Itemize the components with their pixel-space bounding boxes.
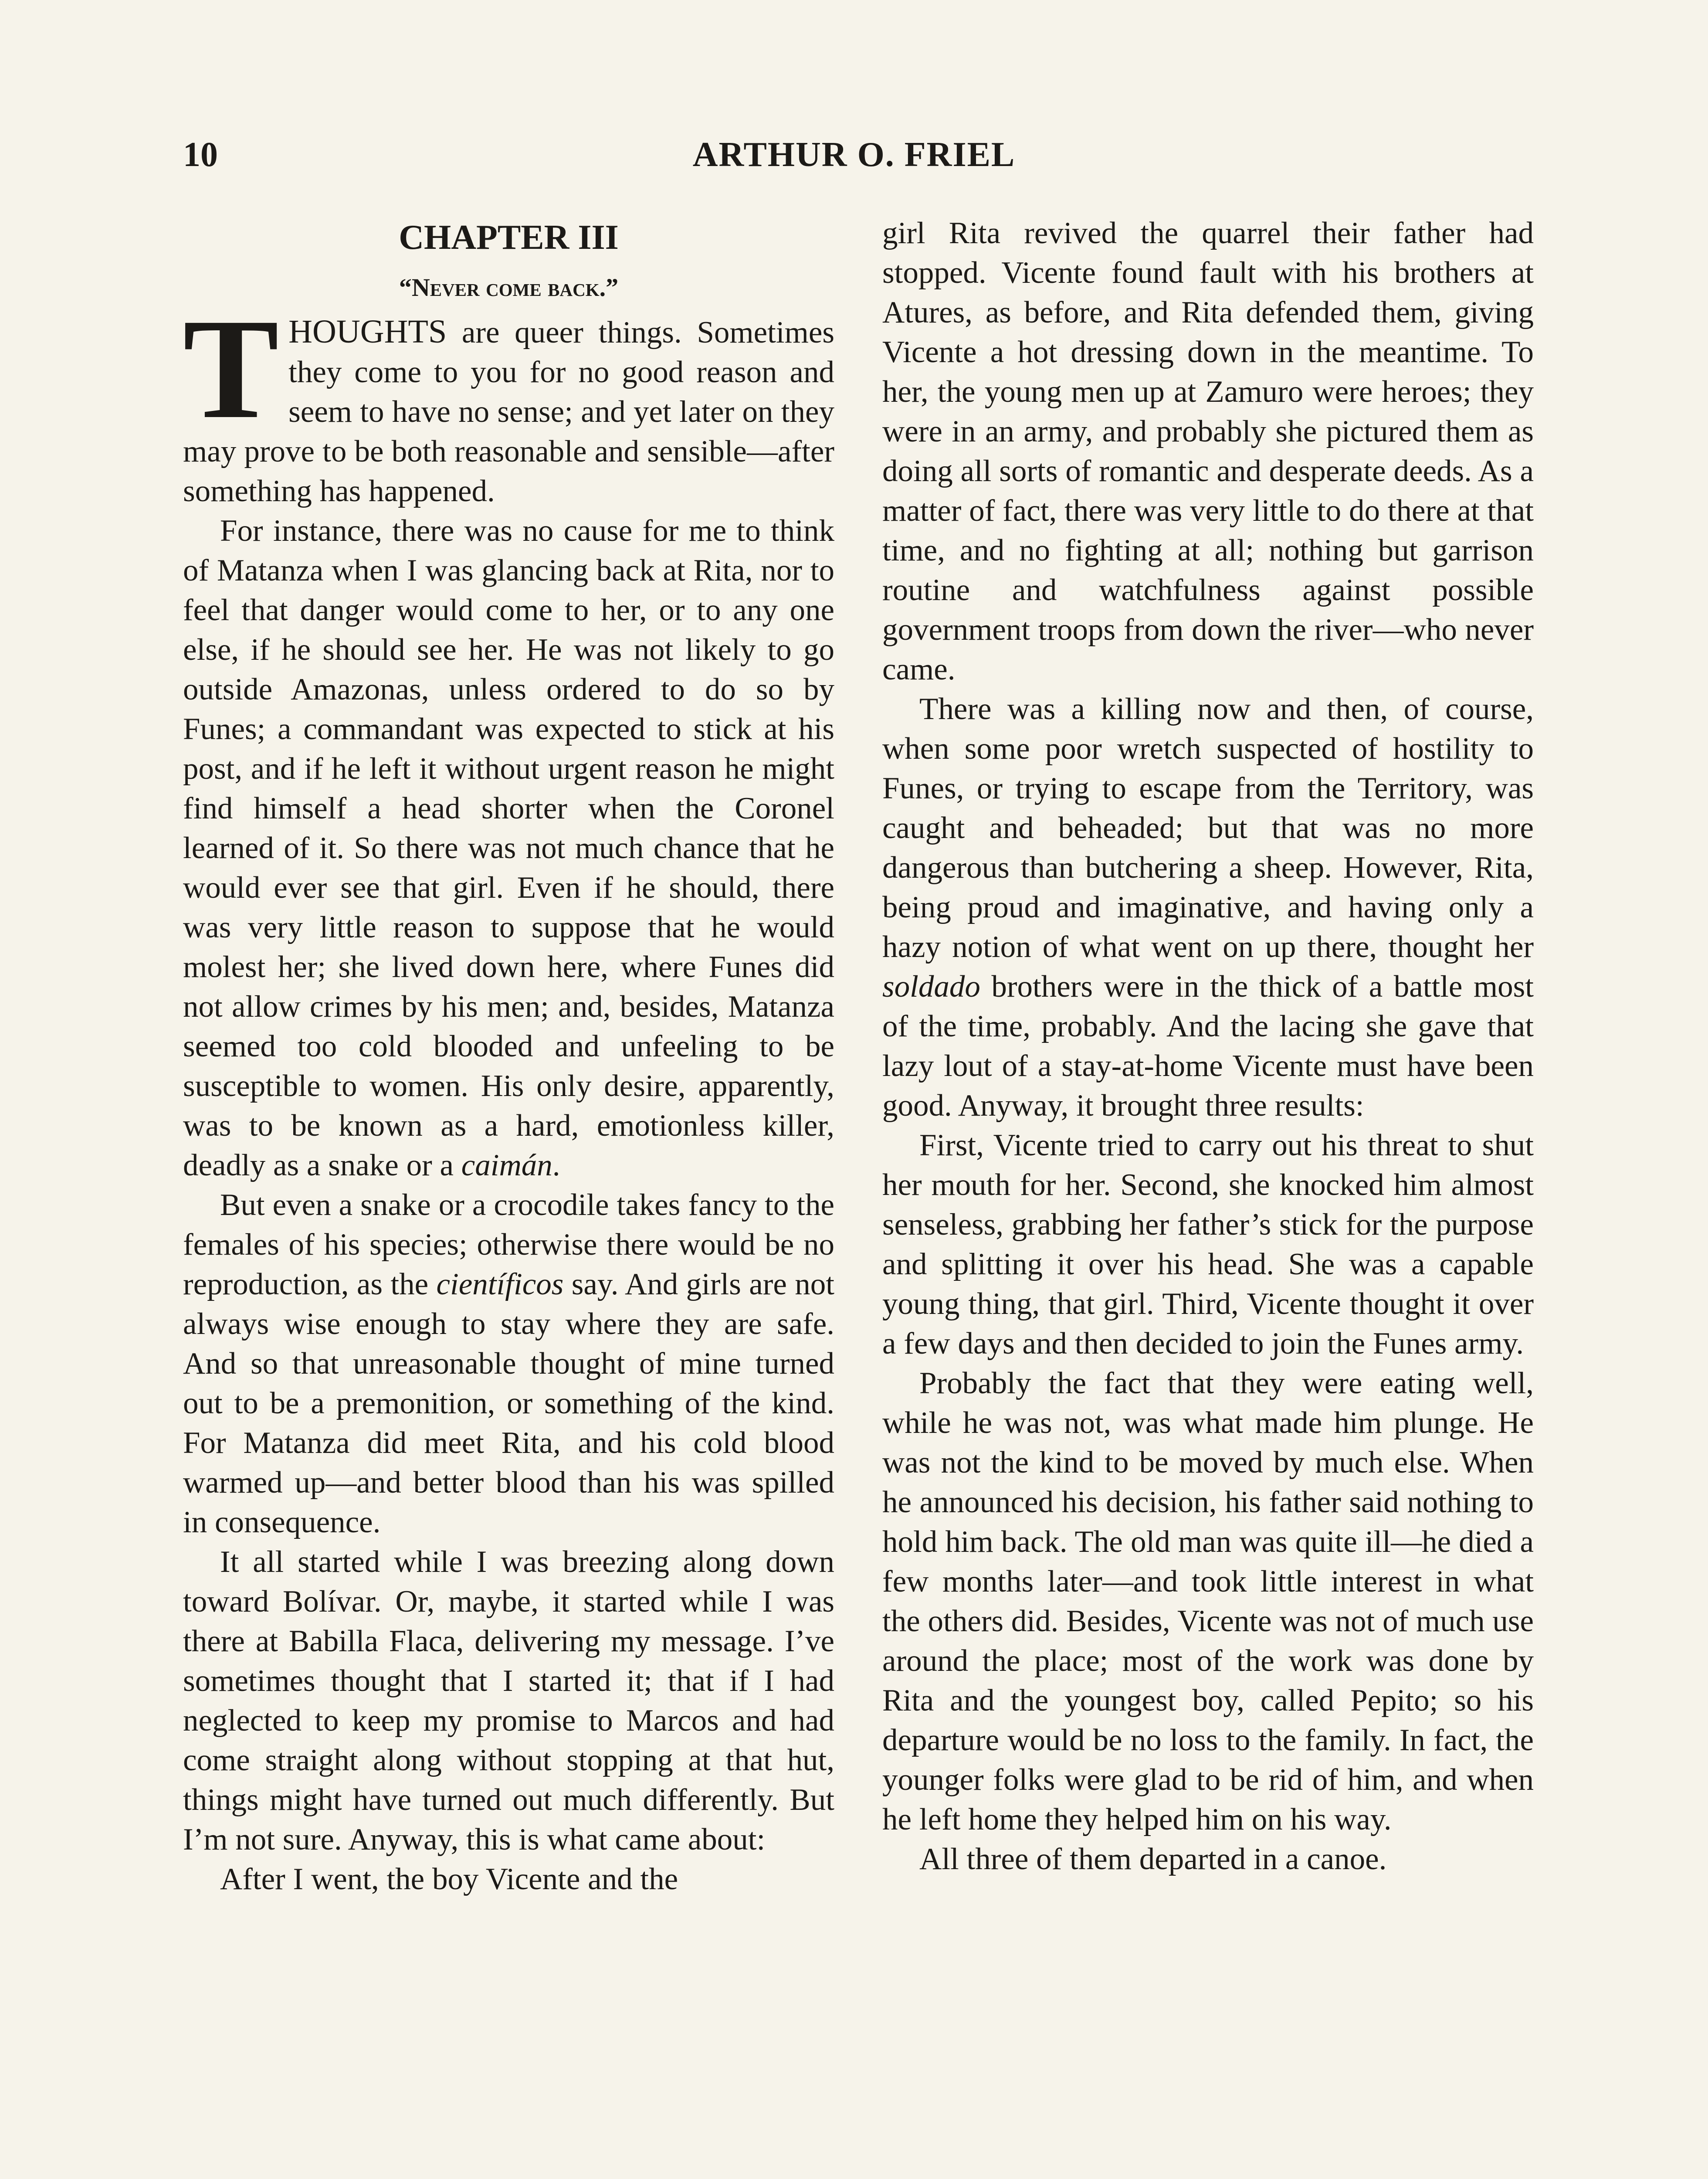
left-column (183, 214, 834, 2179)
paragraph-text: For instance, there was no cause for me to think of Matanza when I was glancing back at Rita, nor to feel that danger would come to her, or to any one else, if he should see her. He was not likely to go outside Amazonas, unless ordered to do so by Funes; a commandant was expected to stick at his post, and if he left it without urgent reason he might find himself a head shorter when the Coronel learned of it. So there was not much chance that he would ever see that girl. Even if he should, there was very little reason to suppose that he would molest her; she lived down here, where Funes did not allow crimes by his men; and, besides, Matanza seemed too cold blooded and unfeeling to be susceptible to women. His only desire, apparently, was to be known as a hard, emotionless killer, deadly as a snake or a (183, 514, 834, 1182)
paragraph: First, Vicente tried to carry out his threat to shut her mouth for her. Second, she knocked him almost senseless, grabbing her father’s stick for the purpose and splitting it over his head. She was a capable young thing, that girl. Third, Vicente thought it over a few days and then decided to join the Funes army. (882, 1128, 1534, 1361)
running-head (183, 131, 1525, 179)
page-number: 10 (183, 136, 218, 174)
paragraph-text: brothers were in the thick of a battle most of the time, probably. And the lacing she gave that lazy lout of a stay-at-home Vicente must have been good. Anyway, it brought three results: (882, 970, 1534, 1123)
paragraph (882, 689, 1534, 1126)
paragraph-text: say. And girls are not always wise enough to stay where they are safe. And so that unreasonable thought of mine turned out to be a premonition, or something of the kind. For Matanza did meet Rita, and his cold blood warmed up—and better blood than his was spilled in consequence. (183, 1267, 834, 1539)
running-head-author: ARTHUR O. FRIEL (692, 136, 1016, 174)
paragraph-text: There was a killing now and then, of course, when some poor wretch suspected of hostility to Funes, or trying to escape from the Territory, was caught and beheaded; but that was no more dangerous than butchering a sheep. However, Rita, being proud and imaginative, and having only a hazy notion of what went on up there, thought her (882, 692, 1534, 964)
italic-term: soldado (882, 970, 980, 1004)
paragraph: All three of them departed in a canoe. (919, 1842, 1387, 1876)
paragraph (183, 1185, 834, 1542)
opening-word: HOUGHTS (288, 313, 447, 350)
chapter-title: CHAPTER III (399, 218, 619, 257)
paragraph: girl Rita revived the quarrel their father had stopped. Vicente found fault with his brothers at Atures, as before, and Rita defended them, giving Vicente a hot dressing down in the meantime. To her, the young men up at Zamuro were heroes; they were in an army, and probably she pictured them as doing all sorts of romantic and desperate deeds. As a matter of fact, there was very little to do there at that time, and no fighting at all; nothing but garrison routine and watchfulness against possible government troops from down the river—who never came. (882, 216, 1534, 686)
paragraph-text: are queer things. Sometimes they come to you for no good reason and seem to have no sense; and yet later on they may prove to be both reasonable and sensible—after something has happened. (183, 316, 834, 508)
paragraph: Probably the fact that they were eating well, while he was not, was what made him plunge. He was not the kind to be moved by much else. When he announced his decision, his father said nothing to hold him back. The old man was quite ill—he died a few months later—and took little interest in what the others did. Besides, Vicente was not of much use around the place; most of the work was done by Rita and the youngest boy, called Pepito; so his departure would be no loss to the family. In fact, the younger folks were glad to be rid of him, and when he left home they helped him on his way. (882, 1366, 1534, 1836)
paragraph: It all started while I was breezing along down toward Bolívar. Or, maybe, it started while I was there at Babilla Flaca, delivering my message. I’ve sometimes thought that I started it; that if I had neglected to keep my promise to Marcos and had come straight along without stopping at that hut, things might have turned out much differently. But I’m not sure. Anyway, this is what came about: (183, 1545, 834, 1857)
italic-term: caimán (461, 1148, 552, 1182)
paragraph-text: . (552, 1148, 560, 1182)
text-columns (183, 214, 1534, 2179)
italic-term: científicos (436, 1267, 564, 1301)
paragraph-text: But even a snake or a crocodile takes fancy to the females of his species; otherwise there would be no reproduction, as the (183, 1188, 834, 1301)
chapter-subtitle: “Never come back.” (399, 273, 619, 302)
right-column (882, 214, 1534, 2179)
paragraph (183, 511, 834, 1185)
paragraph (183, 289, 834, 511)
paragraph: After I went, the boy Vicente and the (220, 1862, 678, 1896)
drop-cap: T (183, 289, 279, 448)
